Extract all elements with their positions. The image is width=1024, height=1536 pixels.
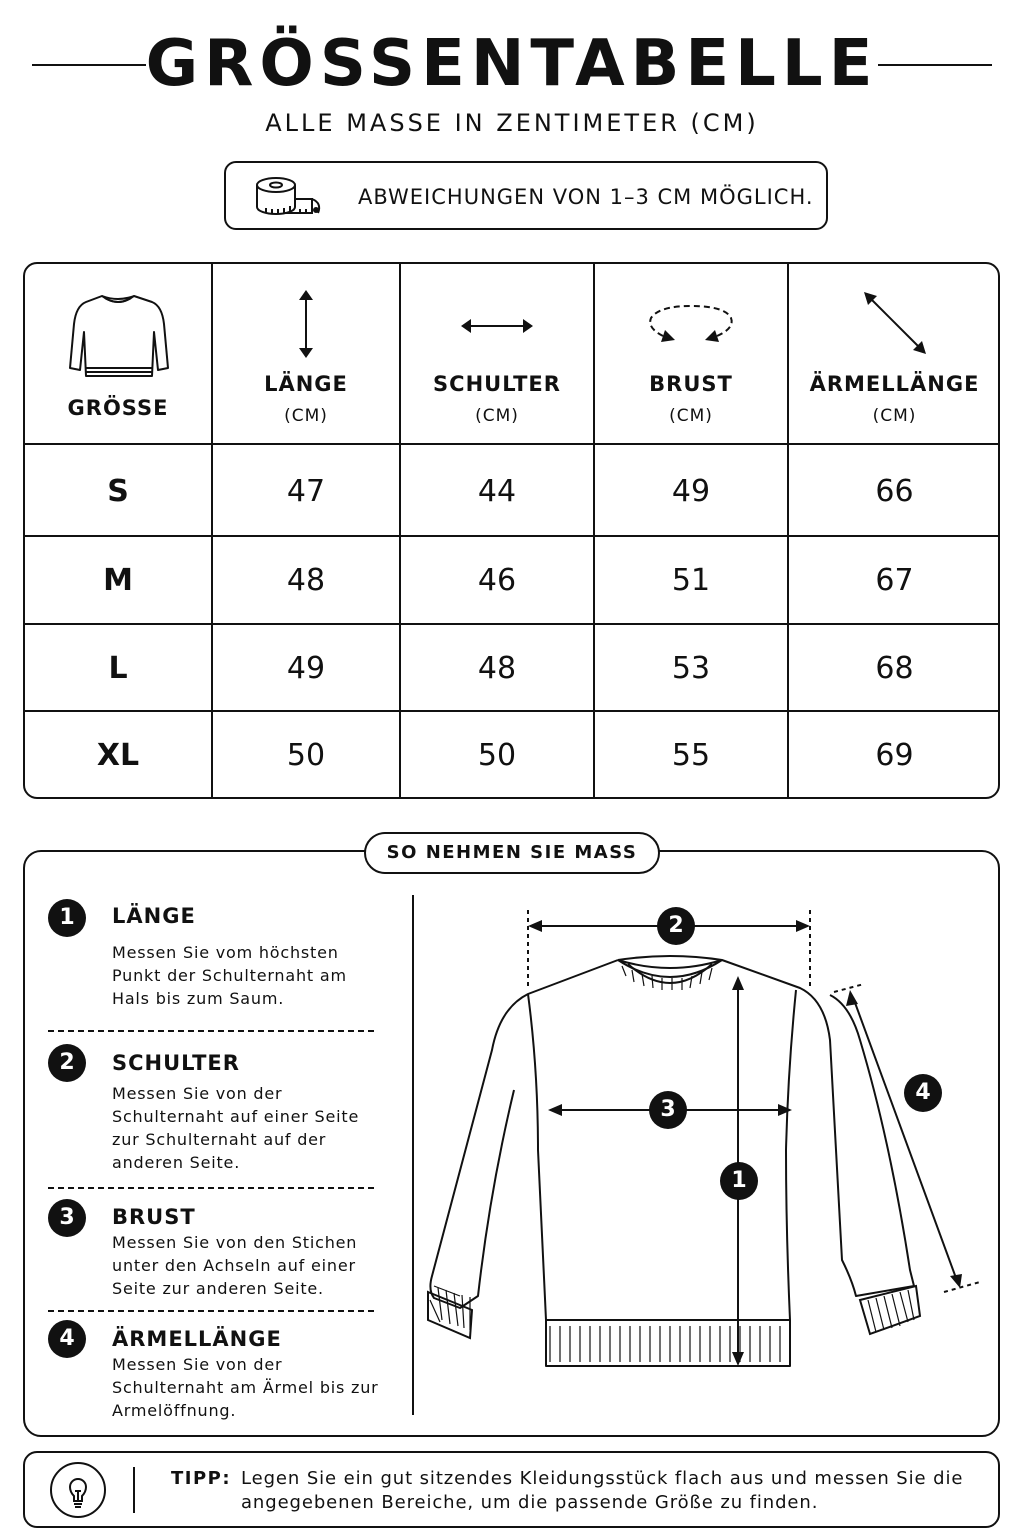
title-rule-right bbox=[878, 64, 992, 66]
measure-guide-divider bbox=[412, 895, 414, 1415]
tolerance-note-text: ABWEICHUNGEN VON 1–3 CM MÖGLICH. bbox=[358, 185, 814, 209]
sleeve-column-label: ÄRMELLÄNGE bbox=[809, 372, 980, 396]
sweater-icon bbox=[64, 288, 172, 380]
sweater-outline bbox=[430, 956, 914, 1366]
diagram-marker-chest: 3 bbox=[649, 1091, 687, 1129]
step-title: BRUST bbox=[112, 1205, 196, 1229]
measuring-tape-icon bbox=[254, 173, 328, 221]
chest-value-cell: 51 bbox=[671, 563, 711, 598]
shoulder-column-label: SCHULTER bbox=[433, 372, 561, 396]
step-title: LÄNGE bbox=[112, 904, 196, 928]
chest-column-header bbox=[595, 264, 787, 445]
length-column-unit: (CM) bbox=[284, 406, 328, 426]
sleeve-column-header bbox=[789, 264, 1000, 445]
circumference-arrow-icon bbox=[645, 302, 737, 346]
step-number-badge: 1 bbox=[48, 899, 86, 937]
size-column-label: GRÖSSE bbox=[67, 396, 169, 420]
shoulder-column-unit: (CM) bbox=[475, 406, 519, 426]
step-description: Messen Sie von der Schulternaht auf einer Seite zur Schulternaht auf der anderen Seite. bbox=[112, 1084, 360, 1172]
step-separator bbox=[48, 1030, 374, 1032]
shoulder-value-cell: 44 bbox=[477, 474, 517, 509]
page-title: GRÖSSENTABELLE bbox=[145, 27, 879, 101]
sweater-measurement-diagram bbox=[420, 890, 995, 1420]
sleeve-value-cell: 66 bbox=[875, 474, 914, 509]
size-column-header bbox=[25, 264, 211, 445]
diagram-marker-length: 1 bbox=[720, 1162, 758, 1200]
chest-value-cell: 49 bbox=[671, 474, 711, 509]
tolerance-note bbox=[224, 161, 828, 230]
sleeve-value-cell: 68 bbox=[875, 651, 914, 686]
step-separator bbox=[48, 1310, 374, 1312]
diagram-marker-shoulder: 2 bbox=[657, 907, 695, 945]
table-row-divider bbox=[25, 535, 998, 537]
sleeve-value-cell: 69 bbox=[875, 738, 914, 773]
step-separator bbox=[48, 1187, 374, 1189]
size-table bbox=[23, 262, 1000, 799]
length-value-cell: 48 bbox=[286, 563, 326, 598]
sleeve-value-cell: 67 bbox=[875, 563, 914, 598]
shoulder-value-cell: 48 bbox=[477, 651, 517, 686]
step-title: ÄRMELLÄNGE bbox=[112, 1327, 282, 1351]
tip-box bbox=[23, 1451, 1000, 1528]
tip-label: TIPP: bbox=[171, 1468, 232, 1489]
ribbing bbox=[428, 966, 920, 1362]
diagonal-arrow-icon bbox=[862, 290, 928, 356]
tip-divider bbox=[133, 1467, 135, 1513]
shoulder-column-header bbox=[401, 264, 593, 445]
horizontal-arrow-icon bbox=[459, 316, 535, 336]
length-column-label: LÄNGE bbox=[264, 372, 348, 396]
measure-guide-heading: SO NEHMEN SIE MASS bbox=[364, 832, 660, 874]
step-number-badge: 2 bbox=[48, 1044, 86, 1082]
size-cell: XL bbox=[96, 738, 140, 773]
length-value-cell: 50 bbox=[286, 738, 326, 773]
length-value-cell: 47 bbox=[286, 474, 326, 509]
table-row-divider bbox=[25, 710, 998, 712]
shoulder-value-cell: 46 bbox=[477, 563, 517, 598]
chest-value-cell: 55 bbox=[671, 738, 711, 773]
step-description: Messen Sie von den Stichen unter den Achseln auf einer Seite zur anderen Seite. bbox=[112, 1233, 358, 1298]
size-cell: S bbox=[107, 474, 129, 509]
step-number-badge: 4 bbox=[48, 1320, 86, 1358]
vertical-arrow-icon bbox=[296, 288, 316, 360]
sleeve-column-unit: (CM) bbox=[872, 406, 917, 426]
chest-column-label: BRUST bbox=[649, 372, 733, 396]
measurement-arrows bbox=[528, 910, 980, 1366]
tip-text: Legen Sie ein gut sitzendes Kleidungsstück flach aus und messen Sie die angegebenen Bereiche, um die passende Größe zu finden. bbox=[241, 1468, 964, 1513]
step-title: SCHULTER bbox=[112, 1051, 240, 1075]
shoulder-value-cell: 50 bbox=[477, 738, 517, 773]
chest-value-cell: 53 bbox=[671, 651, 711, 686]
chest-column-unit: (CM) bbox=[669, 406, 713, 426]
size-cell: M bbox=[103, 563, 133, 598]
title-row bbox=[0, 26, 1024, 106]
step-number-badge: 3 bbox=[48, 1199, 86, 1237]
table-row-divider bbox=[25, 623, 998, 625]
length-value-cell: 49 bbox=[286, 651, 326, 686]
length-column-header bbox=[213, 264, 399, 445]
page-subtitle: ALLE MASSE IN ZENTIMETER (CM) bbox=[265, 109, 759, 137]
lightbulb-icon bbox=[49, 1461, 107, 1519]
step-description: Messen Sie vom höchsten Punkt der Schulternaht am Hals bis zum Saum. bbox=[112, 943, 347, 1008]
size-cell: L bbox=[108, 651, 128, 686]
step-description: Messen Sie von der Schulternaht am Ärmel bis zur Armelöffnung. bbox=[112, 1355, 379, 1420]
diagram-marker-sleeve: 4 bbox=[904, 1074, 942, 1112]
